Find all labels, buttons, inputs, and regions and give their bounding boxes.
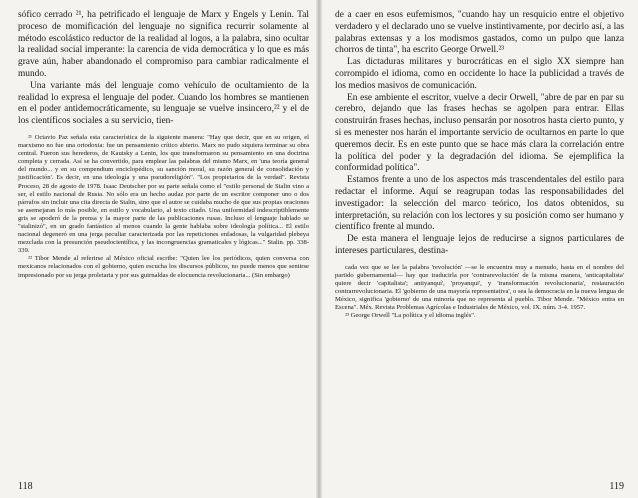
right-paragraph: Estamos frente a uno de los aspectos más trascendentales del estilo para redactar el informe. Aquí se reagrupan todas las responsabilidades del investigador: la selección del marco teórico, los datos obtenidos, su interpretación, su relación con los lectores y su posición como ser humano y científico frente al mundo. <box>335 175 624 233</box>
page-number-left: 118 <box>18 481 33 492</box>
right-paragraph: En ese ambiente el escritor, vuelve a decir Orwell, "abre de par en par su cerebro, dejando que las frases hechas se agolpen para entrar. Ellas construirán frases hechas, incluso pensarán por nosotros hasta cierto punto, y si es menester nos harán el importante servicio de ocultarnos en parte lo que queremos decir. Es en este punto que se hace más clara la correlación entre la política del poder y la degradación del idioma. Se ejemplifica la conformidad política". <box>335 92 624 174</box>
left-footnotes <box>18 134 309 280</box>
right-body <box>335 10 624 258</box>
footnote: ²¹ Octavio Paz señala esta característica de la siguiente manera: "Hay que decir, que en su origen, el marxismo no fue una ortodoxia: fue un pensamiento crítico abierto. Marx no pudo siquiera terminar su obra central. Fueron sus herederos, de Kautsky a Lenin, los que transformaron su pensamiento en una doctrina completa y cerrada. Así se ha convertido, para emplear las palabras del mismo Marx, en 'una teoría general del mundo... y en su compendium enciclopédico, su sanción moral, su razón general de consolidación y justificación'. Es decir, en una ideología y una pseudoreligión". "Los propietarios de la verdad". Revista Proceso, 28 de agosto de 1978. Isaac Deutscher por su parte señala como el "estilo personal de Stalin vino a ser, el estilo nacional de Rusia. No sólo era un hecho audaz por parte de un escritor componer uno o dos párrafos sin incluir una cita directa de Stalin, sino que el autor se cuidaba mucho de que sus propias oraciones se asemejaran lo más posible, en estilo y vocabulario, al texto citado. Una uniformidad indescriptiblemente gris se apoderó de la prensa y la mayor parte de las publicaciones rusas. Incluso el lenguaje hablado se "stalinizó", en un grado fantástico al menos cuando la gente hablaba sobre ideología política... El estilo nacional degeneró en una jerga peculiar caracterizada por las repeticiones enfadosas, la vulgaridad plebeya mezclada con la presunción pseudocientífica, y las incongruencias gramaticales y lógicas..." Stalin. pp. 338-339. <box>18 133 309 255</box>
right-paragraph: Las dictaduras militares y burocráticas en el siglo XX siempre han corrompido el idioma, como en occidente lo hace la publicidad a través de los medios masivos de comunicación. <box>335 57 624 91</box>
footnote: cada vez que se lee la palabra 'revolución' —se le encuentra muy a menudo, hasta en el nombre del partido gubernamental— hay que traducirla por 'contrarevolución' de la misma manera, 'anticapitalista' quiere decir 'capitalista'; antiyanquí', 'proyanqui', y 'transformación revolucionaria', restauración contrarrevolucionaria. El 'gobierno de una mayoría representativa', o sea la democracia en la nueva lengua de México, significa 'gobierno' de una minoría que no representa al pueblo. Tibor Mende. "México entra en Escena". Méx. Revista Problemas Agrícolas e Industriales de México, vol. IX. núm. 3-4. 1957. <box>335 263 624 312</box>
right-page <box>319 0 638 498</box>
right-paragraph: de a caer en esos eufemismos, "cuando hay un resquicio entre el objetivo verdadero y el declarado uno se vuelve instintivamente, por decirlo así, a las palabras extensas y a los modismos gastados, como un pulpo que lanza chorros de tinta", ha escrito George Orwell.²³ <box>335 10 624 56</box>
page-number-right: 119 <box>609 481 624 492</box>
right-footnotes <box>335 264 624 321</box>
footnote: ²³ George Orwell "La política y el idioma inglés". <box>345 312 476 320</box>
left-body <box>18 10 309 128</box>
right-paragraph: De esta manera el lenguaje lejos de reducirse a signos particulares de intereses particulares, destina- <box>335 234 624 256</box>
footnote: ²² Tibor Mende al referirse al México oficial escribe: "Quien lee los periódicos, quien conversa con mexicanos relacionados con el gobierno, quien escucha los discursos públicos, no puede menos que sentirse impresionado por su jerga proletaria y por sus guirnaldas de elocuencia revolucionaria... (Sin embargo) <box>18 255 309 279</box>
left-paragraph: sófico cerrado ²¹, ha petrificado el lenguaje de Marx y Engels y Lenin. Tal proceso de momificación del lenguaje no significa recurrir solamente al método escolástico reductor de la realidad al logos, a la palabra, sino ocultar la realidad social imperante: la carencia de vida democrática y lo que es más grave aún, haber abandonado el compromiso para cambiar radicalmente el mundo. <box>18 10 309 79</box>
left-paragraph: Una variante más del lenguaje como vehículo de ocultamiento de la realidad lo expresa el lenguaje del poder. Cuando los hombres se mantienen en el poder antidemocráticamente, su lenguaje se vuelve insincero,²² y el de los científicos sociales a su servicio, tien- <box>18 80 309 127</box>
